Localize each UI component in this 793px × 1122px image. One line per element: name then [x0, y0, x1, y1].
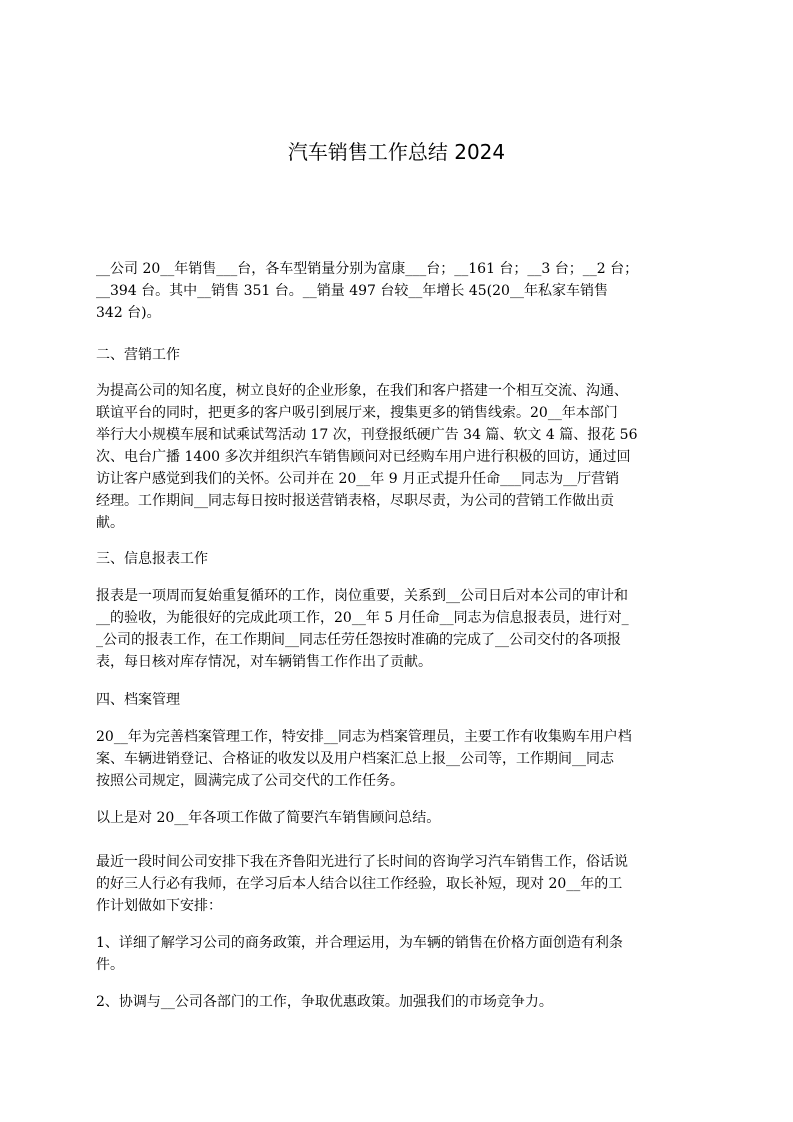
section-heading-archives: 四、档案管理	[96, 692, 180, 708]
marketing-paragraph: 为提高公司的知名度，树立良好的企业形象，在我们和客户搭建一个相互交流、沟通、 联谊平台的同时，把更多的客户吸引到展厅来，搜集更多的销售线索。20__年本部门 举行大小规模车展和试乘试驾活动 17 次，刊登报纸硬广告 34 篇、软文 4 篇、报花 56 次、电台广播 1400 多次并组织汽车销售顾问对已经购车用户进行积极的回访，通过回 访让客户感觉到我们的关怀。公司并在 20__年 9 月正式提升任命___同志为__厅营销 经理。工作期间__同志每日按时报送营销表格，尽职尽责，为公司的营销工作做出贡 献。	[96, 383, 638, 531]
summary-closing-paragraph: 以上是对 20__年各项工作做了简要汽车销售顾问总结。	[96, 810, 441, 826]
section-heading-marketing: 二、营销工作	[96, 347, 180, 363]
sales-summary-paragraph: __公司 20__年销售___台，各车型销量分别为富康___台；__161 台；__3 台；__2 台； __394 台。其中__销售 351 台。__销量 497 台较__年增长 45(20__年私家车销售 342 台)。	[96, 261, 639, 321]
document-title: 汽车销售工作总结 2024	[287, 140, 506, 164]
plan-item-2: 2、协调与__公司各部门的工作，争取优惠政策。加强我们的市场竞争力。	[96, 994, 553, 1010]
plan-item-1: 1、详细了解学习公司的商务政策，并合理运用，为车辆的销售在价格方面创造有利条 件。	[96, 935, 623, 973]
archives-paragraph: 20__年为完善档案管理工作，特安排__同志为档案管理员，主要工作有收集购车用户档 案、车辆进销登记、合格证的收发以及用户档案汇总上报__公司等，工作期间__同志 按照公司规定，圆满完成了公司交代的工作任务。	[96, 729, 632, 789]
reports-paragraph: 报表是一项周而复始重复循环的工作，岗位重要，关系到__公司日后对本公司的审计和 __的验收，为能很好的完成此项工作，20__年 5 月任命__同志为信息报表员，进行对_ _公司的报表工作，在工作期间__同志任劳任怨按时准确的完成了__公司交付的各项报 表，每日核对库存情况，对车辆销售工作作出了贡献。	[96, 588, 629, 670]
work-plan-intro-paragraph: 最近一段时间公司安排下我在齐鲁阳光进行了长时间的咨询学习汽车销售工作，俗话说 的好三人行必有我师，在学习后本人结合以往工作经验，取长补短，现对 20__年的工 作计划做如下安排：	[96, 854, 628, 914]
section-heading-reports: 三、信息报表工作	[96, 551, 208, 567]
